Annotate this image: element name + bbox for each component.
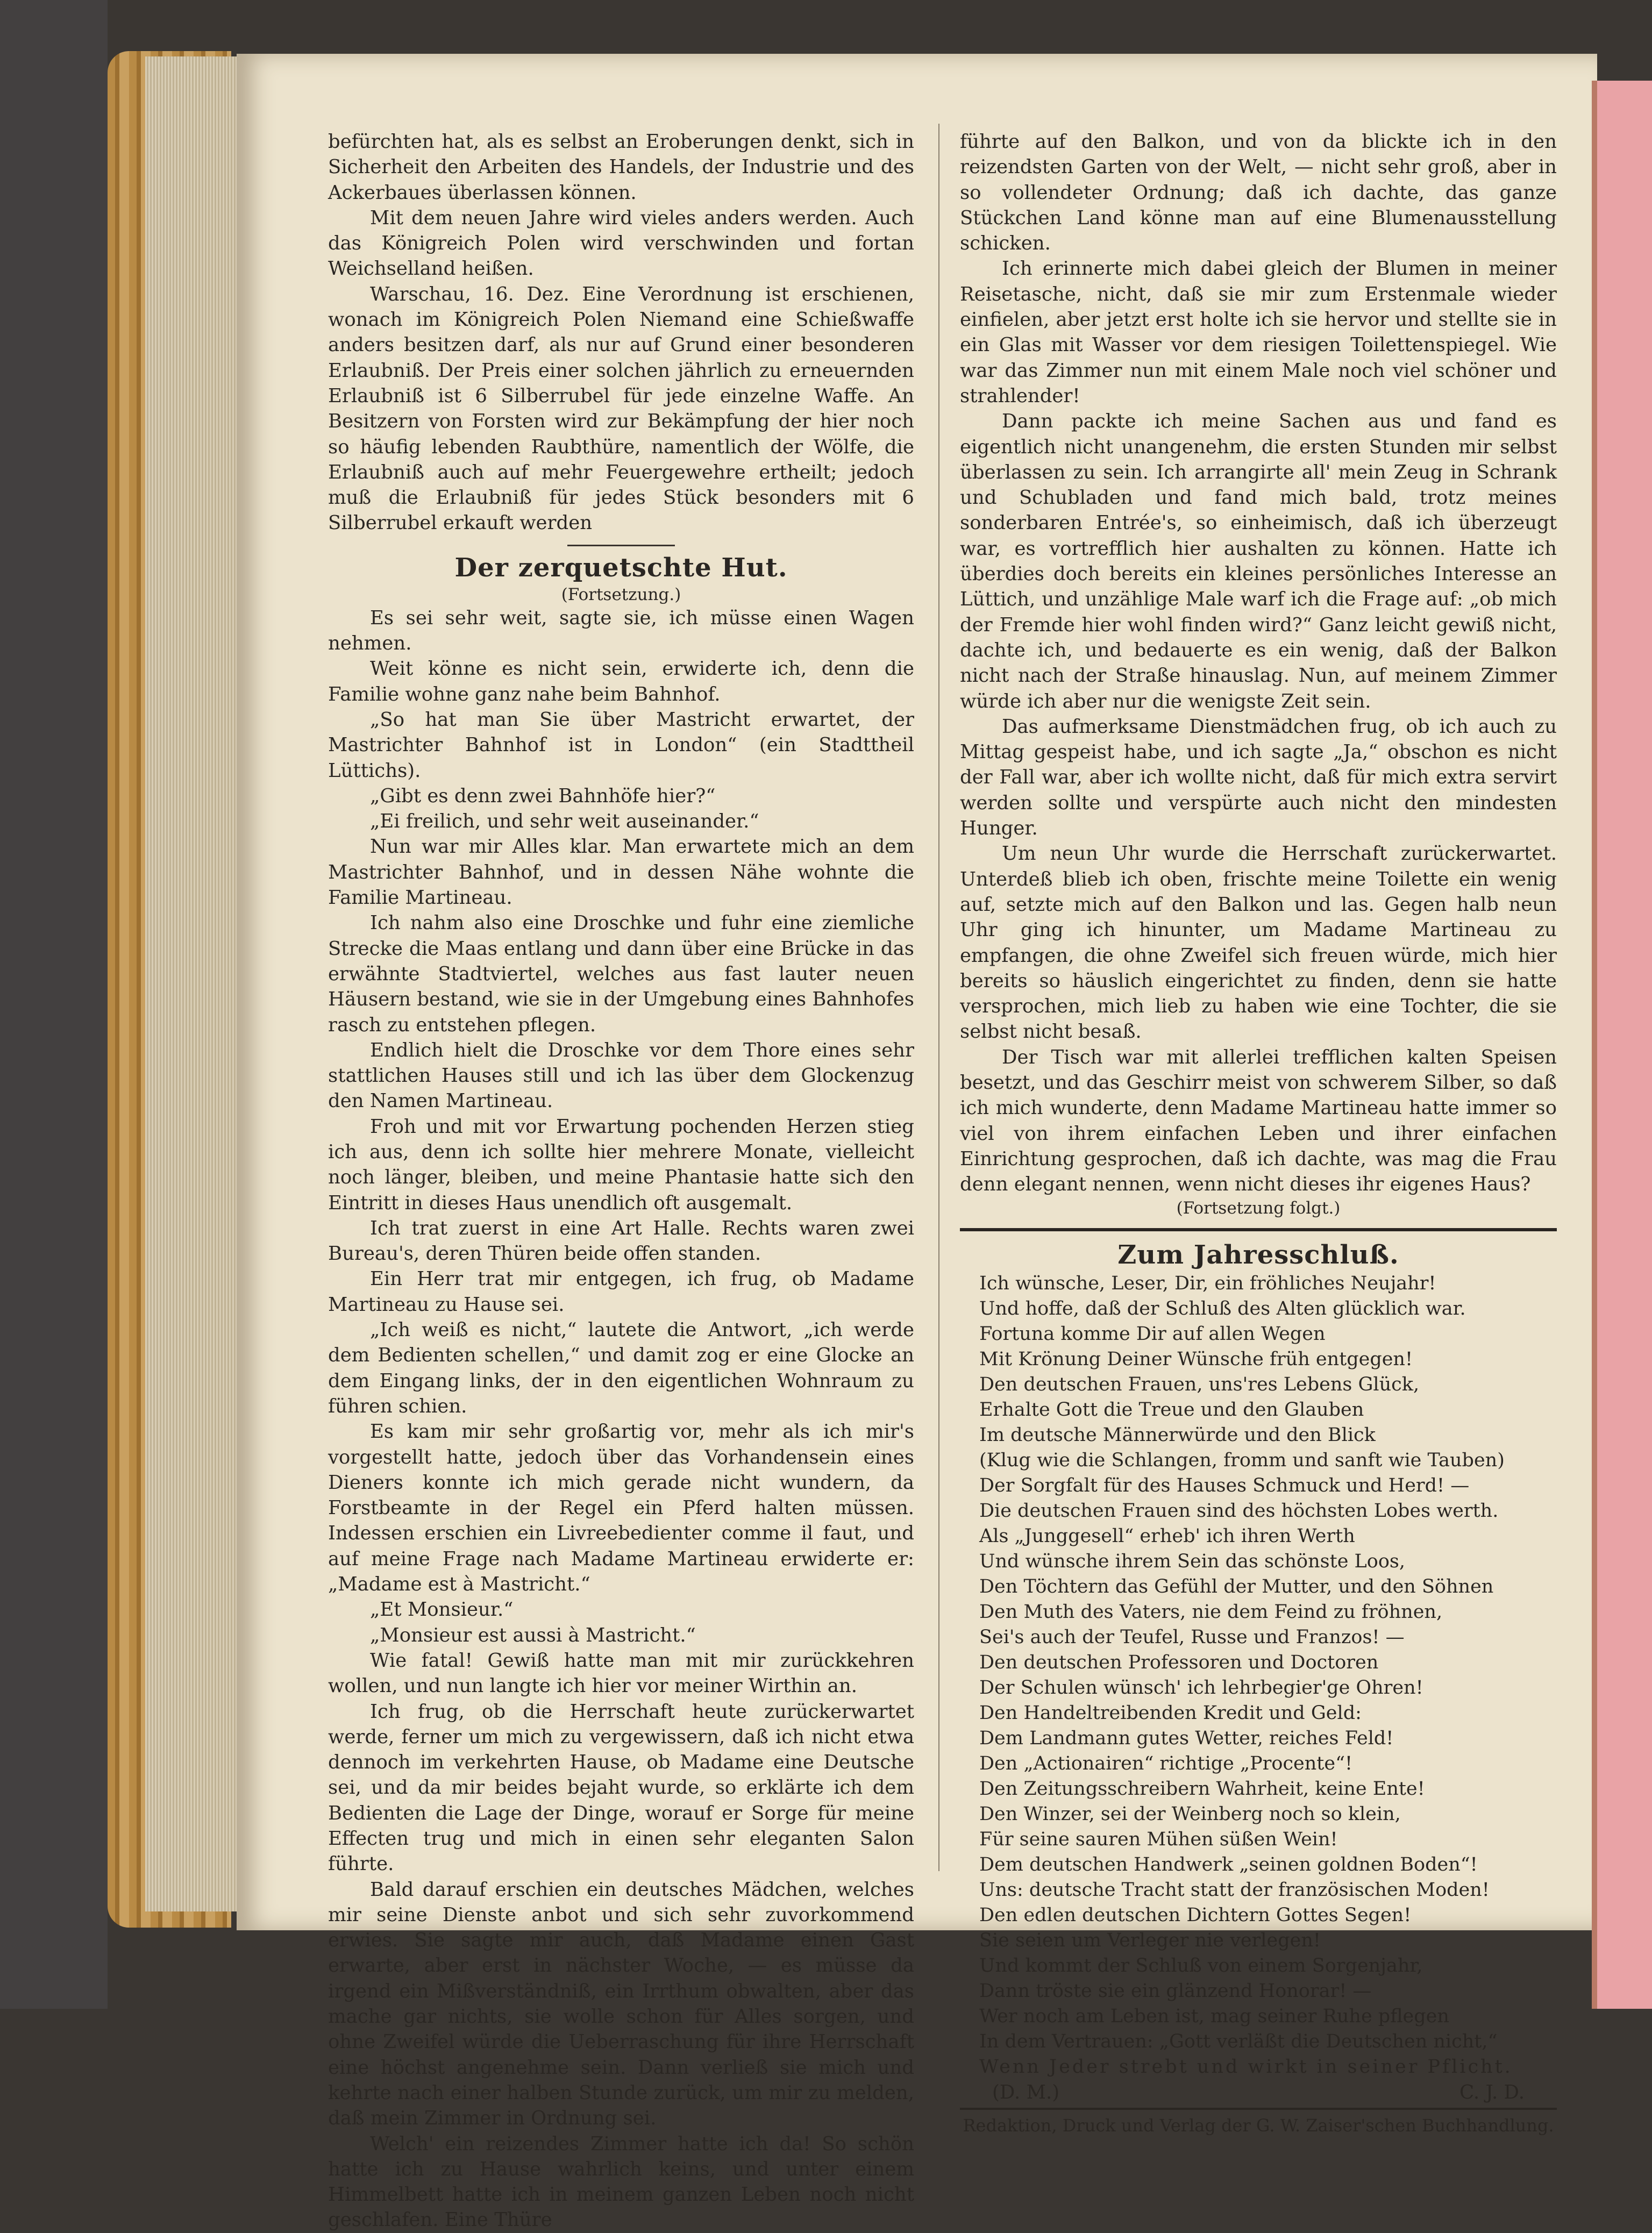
story-paragraph: Der Tisch war mit allerlei trefflichen kalten Speisen besetzt, und das Geschirr meist von schwerem Silber, so daß ich mich wunderte, denn Madame Martineau hatte immer so viel von ihrem einfachen Leben und ihrer einfachen Einrichtung gesprochen, daß ich dachte, was mag die Frau denn elegant nennen, wenn nicht dieses ihr eigenes Haus? — [960, 1046, 1557, 1196]
poem-line: Fortuna komme Dir auf allen Wegen — [979, 1323, 1326, 1345]
poem-line: Erhalte Gott die Treue und den Glauben — [979, 1399, 1364, 1421]
poem-line: Und kommt der Schluß von einem Sorgenjahr, — [979, 1955, 1423, 1977]
right-column — [960, 129, 1557, 2137]
poem-line: Sei's auch der Teufel, Russe und Franzos! — — [979, 1626, 1405, 1649]
news-paragraph: befürchten hat, als es selbst an Eroberungen denkt, sich in Sicherheit den Arbeiten des Handels, der Industrie und des Ackerbaues überlassen können. — [328, 131, 914, 204]
poem-line: Wenn Jeder strebt und wirkt in seiner Pflicht. — [979, 2056, 1513, 2078]
poem-signature — [960, 2080, 1557, 2105]
poem-line: Dann tröste sie ein glänzend Honorar! — — [979, 1980, 1372, 2002]
story-paragraph: Weit könne es nicht sein, erwiderte ich, denn die Familie wohne ganz nahe beim Bahnhof. — [328, 658, 914, 705]
story-paragraph: Ein Herr trat mir entgegen, ich frug, ob Madame Martineau zu Hause sei. — [328, 1268, 914, 1316]
column-divider — [938, 124, 939, 1871]
background-pad — [0, 0, 108, 2009]
signature-right: C. J. D. — [1459, 2081, 1525, 2104]
poem-line: Den Handeltreibenden Kredit und Geld: — [979, 1702, 1362, 1724]
story-paragraph: Froh und mit vor Erwartung pochenden Herzen stieg ich aus, denn ich sollte hier mehrere Monate, vielleicht noch länger, bleiben, und meine Phantasie hatte sich den Eintritt in dieses Haus unendlich oft ausgemalt. — [328, 1115, 914, 1214]
story-paragraph: „Monsieur est aussi à Mastricht.“ — [370, 1624, 696, 1646]
story-paragraph: Nun war mir Alles klar. Man erwartete mich an dem Mastrichter Bahnhof, und in dessen Nähe wohnte die Familie Martineau. — [328, 836, 914, 909]
poem-line: Den deutschen Professoren und Doctoren — [979, 1652, 1379, 1674]
story-paragraph: Ich erinnerte mich dabei gleich der Blumen in meiner Reisetasche, nicht, daß sie mir zum Erstenmale wieder einfielen, aber jetzt erst holte ich sie hervor und stellte sie in ein Glas mit Wasser vor dem riesigen Toilettenspiegel. Wie war das Zimmer nun mit einem Male noch viel schöner und strahlender! — [960, 258, 1557, 407]
story-paragraph: Ich nahm also eine Droschke und fuhr eine ziemliche Strecke die Maas entlang und dann über eine Brücke in das erwähnte Stadtviertel, welches aus fast lauter neuen Häusern bestand, wie sie in der Umgebung eines Bahnhofes rasch zu entstehen pflegen. — [328, 912, 914, 1036]
poem-line: Sie seien um Verleger nie verlegen! — [979, 1930, 1321, 1952]
story-paragraph: Wie fatal! Gewiß hatte man mit mir zurückkehren wollen, und nun langte ich hier vor meiner Wirthin an. — [328, 1649, 914, 1697]
poem-line: Und wünsche ihrem Sein das schönste Loos, — [979, 1551, 1406, 1573]
story-paragraph: „So hat man Sie über Mastricht erwartet, der Mastrichter Bahnhof ist in London“ (ein Stadttheil Lüttichs). — [328, 708, 914, 782]
poem-line: Den Winzer, sei der Weinberg noch so klein, — [979, 1803, 1401, 1825]
poem-line: Mit Krönung Deiner Wünsche früh entgegen! — [979, 1349, 1413, 1371]
page-stack — [145, 56, 237, 1911]
story-paragraph: führte auf den Balkon, und von da blickte ich in den reizendsten Garten von der Welt, — nicht sehr groß, aber in so vollendeter Ordnung; daß ich dachte, das ganze Stückchen Land könne man auf eine Blumenausstellung schicken. — [960, 131, 1557, 255]
news-paragraph: Mit dem neuen Jahre wird vieles anders werden. Auch das Königreich Polen wird verschwinden und fortan Weichselland heißen. — [328, 206, 914, 280]
story-paragraph: Das aufmerksame Dienstmädchen frug, ob ich auch zu Mittag gespeist habe, und ich sagte „Ja,“ obschon es nicht der Fall war, aber ich wollte nicht, daß für mich extra servirt werden sollte und verspürte auch nicht den mindesten Hunger. — [960, 715, 1557, 840]
poem-line: Den „Actionairen“ richtige „Procente“! — [979, 1753, 1353, 1775]
poem-line: Wer noch am Leben ist, mag seiner Ruhe pflegen — [979, 2006, 1449, 2028]
pink-paper-edge — [1592, 81, 1652, 2009]
poem-line: Den deutschen Frauen, uns'res Lebens Glück, — [979, 1374, 1420, 1396]
continued-note: (Fortsetzung folgt.) — [1176, 1198, 1341, 1218]
story-paragraph: Dann packte ich meine Sachen aus und fand es eigentlich nicht unangenehm, die ersten Stunden mir selbst überlassen zu sein. Ich arrangirte all' mein Zeug in Schrank und Schubladen und fand mich bald, trotz meines sonderbaren Entrée's, so einheimisch, daß ich überzeugt war, es vortrefflich hier aushalten zu können. Hatte ich überdies doch bereits ein kleines persönliches Interesse an Lüttich, und unzählige Male warf ich die Frage auf: „ob mich der Fremde hier wohl finden wird?“ Ganz leicht gewiß nicht, dachte ich, und bedauerte es ein wenig, daß der Balkon nicht nach der Straße hinauslag. Nun, auf meinem Zimmer würde ich aber nur die wenigste Zeit sein. — [960, 410, 1557, 712]
poem-line: Im deutsche Männerwürde und den Blick — [979, 1424, 1376, 1446]
signature-left: (D. M.) — [992, 2081, 1060, 2104]
poem-line: Uns: deutsche Tracht statt der französischen Moden! — [979, 1879, 1490, 1901]
story-paragraph: Es kam mir sehr großartig vor, mehr als ich mir's vorgestellt hatte, jedoch über das Vorhandensein eines Dieners konnte ich mich gerade nicht wundern, da Forstbeamte in der Regel ein Pferd halten müssen. Indessen erschien ein Livreebedienter comme il faut, und auf meine Frage nach Madame Martineau erwiderte er: „Madame est à Mastricht.“ — [328, 1421, 914, 1596]
story-paragraph: „Et Monsieur.“ — [370, 1599, 514, 1621]
poem-line: Der Sorgfalt für des Hauses Schmuck und Herd! — — [979, 1475, 1470, 1497]
section-rule — [960, 1228, 1557, 1231]
story-paragraph: „Gibt es denn zwei Bahnhöfe hier?“ — [370, 784, 716, 807]
poem-line: Dem Landmann gutes Wetter, reiches Feld! — [979, 1728, 1394, 1750]
story-paragraph: Es sei sehr weit, sagte sie, ich müsse einen Wagen nehmen. — [328, 607, 914, 655]
poem-line: Den edlen deutschen Dichtern Gottes Segen! — [979, 1904, 1412, 1927]
poem-line: Und hoffe, daß der Schluß des Alten glücklich war. — [979, 1298, 1466, 1320]
publisher-imprint: Redaktion, Druck und Verlag der G. W. Zaiser'schen Buchhandlung. — [963, 2115, 1554, 2136]
poem-line: Ich wünsche, Leser, Dir, ein fröhliches Neujahr! — [979, 1273, 1436, 1295]
story-title: Der zerquetschte Hut. — [454, 552, 788, 583]
story-paragraph: Bald darauf erschien ein deutsches Mädchen, welches mir seine Dienste anbot und sich sehr zuvorkommend erwies. Sie sagte mir auch, daß Madame einen Gast erwarte, aber erst in nächster Woche, — es müsse da irgend ein Mißverständniß, ein Irrthum obwalten, aber das mache gar nichts, sie wolle schon für Alles sorgen, und ohne Zweifel würde die Ueberraschung für ihre Herrschaft eine höchst angenehme sein. Dann verließ sie mich und kehrte nach einer halben Stunde zurück, um mir zu melden, daß mein Zimmer in Ordnung sei. — [328, 1878, 914, 2130]
left-column — [328, 129, 914, 2233]
story-paragraph: Ich trat zuerst in eine Art Halle. Rechts waren zwei Bureau's, deren Thüren beide offen standen. — [328, 1217, 914, 1265]
poem-line: Den Muth des Vaters, nie dem Feind zu fröhnen, — [979, 1601, 1443, 1623]
section-rule — [567, 545, 675, 546]
story-paragraph: „Ich weiß es nicht,“ lautete die Antwort, „ich werde dem Bedienten schellen,“ und damit zog er eine Glocke an dem Eingang links, der in den eigentlichen Wohnraum zu führen schien. — [328, 1319, 914, 1417]
poem-line: Dem deutschen Handwerk „seinen goldnen Boden“! — [979, 1854, 1478, 1876]
story-subtitle: (Fortsetzung.) — [561, 584, 681, 604]
story-paragraph: Endlich hielt die Droschke vor dem Thore eines sehr stattlichen Hauses still und ich las über dem Glockenzug den Namen Martineau. — [328, 1039, 914, 1112]
poem-line: Für seine sauren Mühen süßen Wein! — [979, 1829, 1338, 1851]
footer-rule — [960, 2108, 1557, 2110]
story-paragraph: Welch' ein reizendes Zimmer hatte ich da! So schön hatte ich zu Hause wahrlich keins, und unter einem Himmelbett hatte ich in meinem ganzen Leben noch nicht geschlafen. Eine Thüre — [328, 2132, 914, 2231]
story-paragraph: „Ei freilich, und sehr weit auseinander.“ — [370, 810, 759, 833]
poem-line: In dem Vertrauen: „Gott verläßt die Deutschen nicht,“ — [979, 2031, 1498, 2053]
poem-line: Den Zeitungsschreibern Wahrheit, keine Ente! — [979, 1778, 1425, 1800]
news-paragraph: Warschau, 16. Dez. Eine Verordnung ist erschienen, wonach im Königreich Polen Niemand eine Schießwaffe anders besitzen darf, als nur auf Grund einer besonderen Erlaubniß. Der Preis einer solchen jährlich zu erneuernden Erlaubniß ist 6 Silberrubel für jede einzelne Waffe. An Besitzern von Forsten wird zur Bekämpfung der hier noch so häufig lebenden Raubthüre, namentlich der Wölfe, die Erlaubniß auch auf mehr Feuergewehre ertheilt; jedoch muß die Erlaubniß für jedes Stück besonders mit 6 Silberrubel erkauft werden — [328, 283, 914, 534]
poem-line: Der Schulen wünsch' ich lehrbegier'ge Ohren! — [979, 1677, 1423, 1699]
poem-title: Zum Jahresschluß. — [1117, 1240, 1399, 1271]
poem-line: (Klug wie die Schlangen, fromm und sanft wie Tauben) — [979, 1450, 1505, 1472]
story-paragraph: Um neun Uhr wurde die Herrschaft zurückerwartet. Unterdeß blieb ich oben, frischte meine Toilette ein wenig auf, setzte mich auf den Balkon und las. Gegen halb neun Uhr ging ich hinunter, um Madame Martineau zu empfangen, die ohne Zweifel sich freuen würde, mich hier bereits so häuslich eingerichtet zu finden, denn sie hatte versprochen, mich lieb zu haben wie eine Tochter, die sie selbst nicht besaß. — [960, 843, 1557, 1043]
poem-line: Als „Junggesell“ erheb' ich ihren Werth — [979, 1525, 1355, 1547]
poem-line: Die deutschen Frauen sind des höchsten Lobes werth. — [979, 1500, 1499, 1522]
poem-line: Den Töchtern das Gefühl der Mutter, und den Söhnen — [979, 1576, 1494, 1598]
story-paragraph: Ich frug, ob die Herrschaft heute zurückerwartet werde, ferner um mich zu vergewissern, daß ich nicht etwa dennoch im verkehrten Hause, ob Madame eine Deutsche sei, und da mir beides bejaht wurde, so erklärte ich dem Bedienten die Lage der Dinge, worauf er Sorge für meine Effecten trug und mich in einen sehr eleganten Salon führte. — [328, 1700, 914, 1875]
